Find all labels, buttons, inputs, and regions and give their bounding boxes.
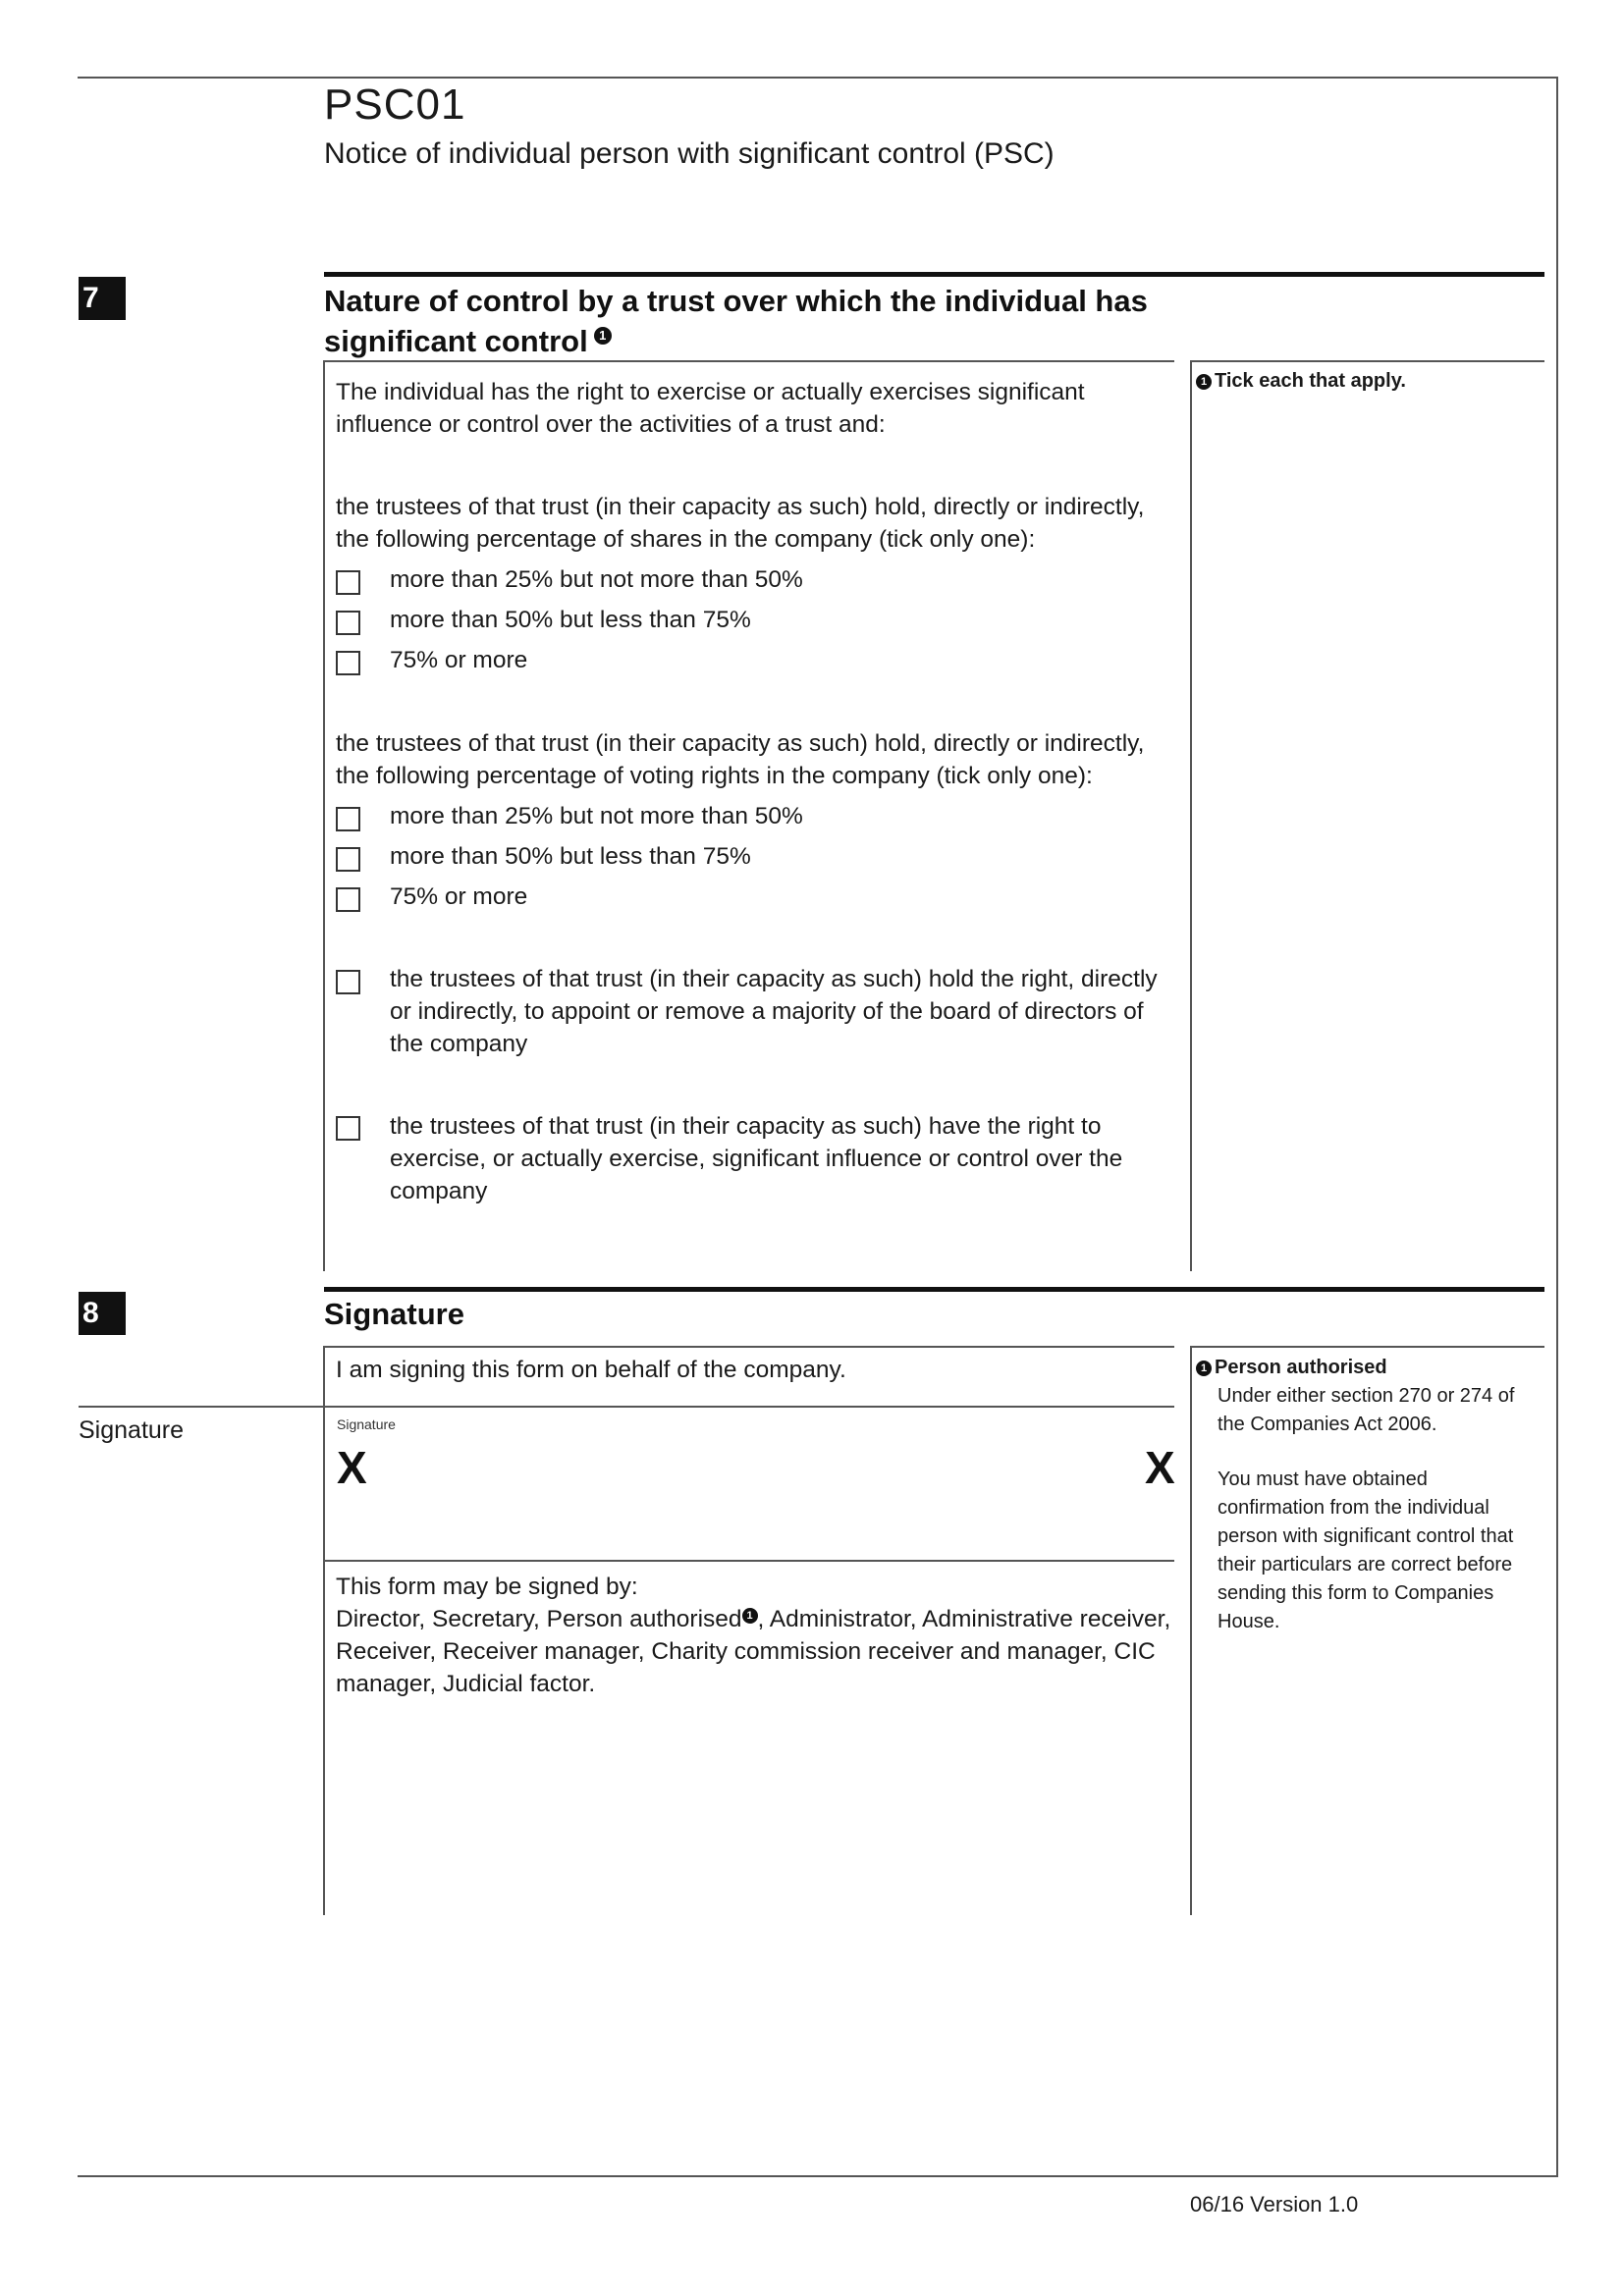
voting-question bbox=[336, 727, 1144, 792]
signature-row-label: Signature bbox=[79, 1416, 185, 1444]
section-8-rule bbox=[324, 1287, 1544, 1292]
section-7-heading bbox=[324, 281, 1148, 361]
side-note-line: Under either section 270 or 274 of bbox=[1218, 1385, 1515, 1407]
voting-75-plus-checkbox[interactable] bbox=[336, 887, 360, 912]
section-7-note-top bbox=[1190, 360, 1544, 362]
form-code: PSC01 bbox=[324, 80, 466, 129]
significant-influence-label bbox=[390, 1110, 1122, 1207]
shares-25-50-label: more than 25% but not more than 50% bbox=[390, 566, 803, 593]
side-note-line: their particulars are correct before bbox=[1218, 1554, 1513, 1575]
shares-25-50-checkbox[interactable] bbox=[336, 570, 360, 595]
voting-25-50-label: more than 25% but not more than 50% bbox=[390, 803, 803, 829]
bottom-rule bbox=[78, 2175, 1558, 2177]
significant-influence-line: the trustees of that trust (in their capacity as such) have the right to bbox=[390, 1113, 1102, 1140]
significant-influence-checkbox[interactable] bbox=[336, 1116, 360, 1141]
voting-question-line: the trustees of that trust (in their capacity as such) hold, directly or indirectly, bbox=[336, 730, 1145, 757]
signature-row-bottom bbox=[324, 1560, 1174, 1562]
signers-info-line: Receiver, Receiver manager, Charity commission receiver and manager, CIC bbox=[336, 1638, 1156, 1665]
section-8-box-top bbox=[324, 1346, 1174, 1348]
sign-start-mark-icon: X bbox=[337, 1442, 367, 1493]
shares-50-75-label: more than 50% but less than 75% bbox=[390, 607, 751, 633]
significant-influence-line: exercise, or actually exercise, significant influence or control over the bbox=[390, 1146, 1123, 1172]
voting-50-75-checkbox[interactable] bbox=[336, 847, 360, 872]
shares-50-75-checkbox[interactable] bbox=[336, 611, 360, 635]
intro-line: influence or control over the activities of a trust and: bbox=[336, 411, 886, 438]
signature-field[interactable] bbox=[325, 1408, 1174, 1560]
side-note-line: person with significant control that bbox=[1218, 1525, 1514, 1547]
voting-50-75-label: more than 50% but less than 75% bbox=[390, 843, 751, 870]
board-appoint-line: the trustees of that trust (in their capacity as such) hold the right, directly bbox=[390, 966, 1158, 992]
side-note-line: You must have obtained bbox=[1218, 1468, 1428, 1490]
shares-question-line: the trustees of that trust (in their capacity as such) hold, directly or indirectly, bbox=[336, 494, 1145, 520]
signers-info bbox=[336, 1571, 1170, 1700]
section-7-heading-line2: significant control bbox=[324, 324, 588, 358]
shares-question-line: the following percentage of shares in the company (tick only one): bbox=[336, 526, 1036, 553]
section-7-box-left bbox=[323, 360, 325, 1271]
top-rule bbox=[78, 77, 1558, 79]
section-7-intro bbox=[336, 376, 1085, 441]
section-7-number: 7 bbox=[79, 277, 126, 320]
side-note-line: confirmation from the individual bbox=[1218, 1497, 1489, 1519]
note-1-icon: 1 bbox=[594, 327, 612, 345]
section-7-side-note-text: Tick each that apply. bbox=[1215, 370, 1406, 392]
section-8-box-right bbox=[1190, 1346, 1192, 1915]
side-note-title: Person authorised bbox=[1215, 1357, 1387, 1378]
side-note-line: the Companies Act 2006. bbox=[1218, 1414, 1437, 1435]
voting-75-plus-label: 75% or more bbox=[390, 883, 528, 910]
note-1-icon: 1 bbox=[1196, 1361, 1212, 1376]
signers-info-line: , Administrator, Administrative receiver, bbox=[757, 1606, 1171, 1632]
board-appoint-checkbox[interactable] bbox=[336, 970, 360, 994]
section-7-heading-line1: Nature of control by a trust over which the individual has bbox=[324, 284, 1148, 318]
board-appoint-line: the company bbox=[390, 1031, 528, 1057]
section-8-heading: Signature bbox=[324, 1297, 464, 1331]
version-label: 06/16 Version 1.0 bbox=[1190, 2192, 1359, 2216]
section-8-number: 8 bbox=[79, 1292, 126, 1335]
section-7-side-note bbox=[1196, 367, 1406, 396]
voting-question-line: the following percentage of voting rights in the company (tick only one): bbox=[336, 763, 1093, 789]
signature-field-label: Signature bbox=[337, 1416, 396, 1432]
significant-influence-line: company bbox=[390, 1178, 488, 1204]
section-7-rule bbox=[324, 272, 1544, 277]
shares-75-plus-label: 75% or more bbox=[390, 647, 528, 673]
voting-25-50-checkbox[interactable] bbox=[336, 807, 360, 831]
section-8-side-note bbox=[1196, 1354, 1514, 1636]
section-7-box-top bbox=[324, 360, 1174, 362]
intro-line: The individual has the right to exercise or actually exercises significant bbox=[336, 379, 1085, 405]
side-note-line: House. bbox=[1218, 1611, 1280, 1632]
signers-info-line: manager, Judicial factor. bbox=[336, 1671, 596, 1697]
signers-info-line: This form may be signed by: bbox=[336, 1574, 638, 1600]
form-title: Notice of individual person with significant control (PSC) bbox=[324, 137, 1055, 170]
board-appoint-label bbox=[390, 963, 1158, 1060]
note-1-icon: 1 bbox=[1196, 374, 1212, 390]
shares-75-plus-checkbox[interactable] bbox=[336, 651, 360, 675]
behalf-statement: I am signing this form on behalf of the company. bbox=[336, 1357, 846, 1383]
right-rule bbox=[1556, 77, 1558, 2177]
section-8-note-top bbox=[1190, 1346, 1544, 1348]
note-1-icon: 1 bbox=[742, 1608, 758, 1624]
side-note-line: sending this form to Companies bbox=[1218, 1582, 1494, 1604]
board-appoint-line: or indirectly, to appoint or remove a majority of the board of directors of bbox=[390, 998, 1144, 1025]
section-7-box-right bbox=[1190, 360, 1192, 1271]
signers-info-line: Director, Secretary, Person authorised bbox=[336, 1606, 742, 1632]
shares-question bbox=[336, 491, 1144, 556]
sign-end-mark-icon: X bbox=[1145, 1442, 1175, 1493]
